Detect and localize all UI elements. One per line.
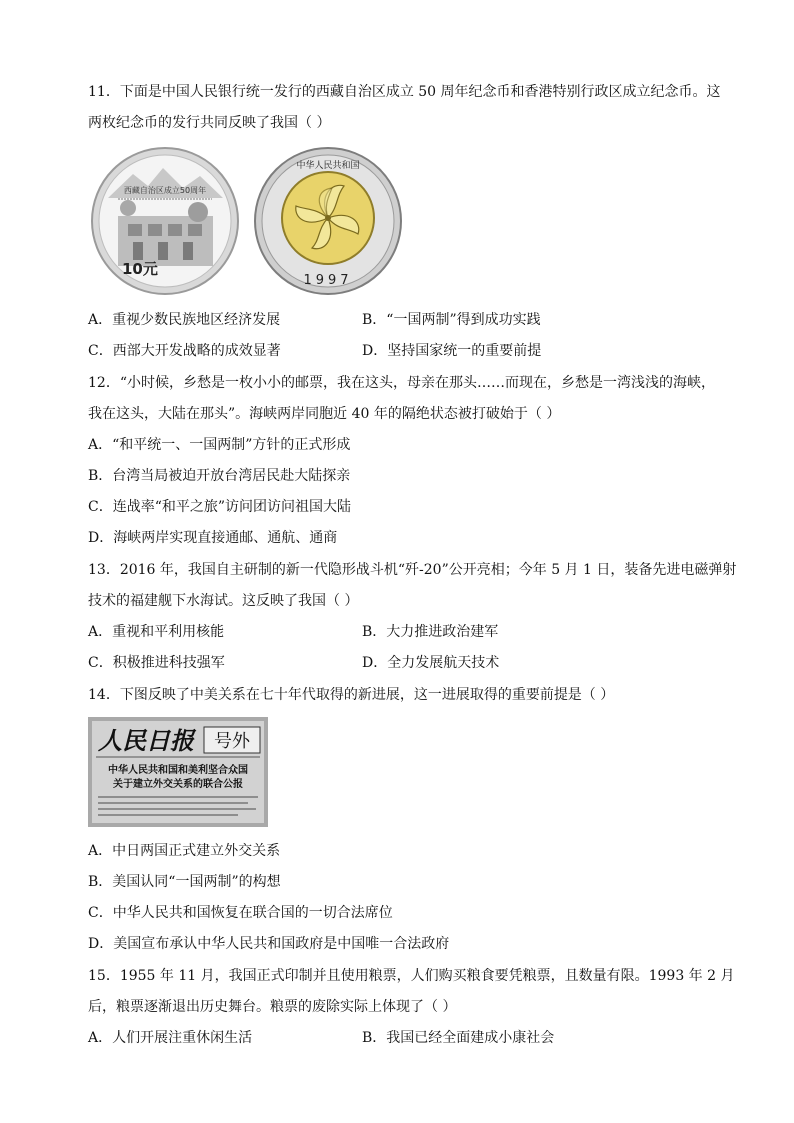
- q14-option-b[interactable]: B．美国认同“一国两制”的构想: [88, 874, 281, 890]
- q15-stem-line1: 15．1955 年 11 月，我国正式印制并且使用粮票，人们购买粮食要凭粮票，且数量有限。1993 年 2 月: [88, 968, 735, 984]
- q14-option-a[interactable]: A．中日两国正式建立外交关系: [88, 843, 281, 859]
- q12-option-a[interactable]: A．“和平统一、一国两制”方针的正式形成: [88, 437, 351, 453]
- q15-stem-line2: 后，粮票逐渐退出历史舞台。粮票的废除实际上体现了（ ）: [88, 999, 457, 1015]
- hongkong-coin-text: 中华人民共和国: [296, 161, 360, 171]
- q12-stem-line1: 12．“小时候，乡愁是一枚小小的邮票，我在这头，母亲在那头……而现在，乡愁是一湾浅浅的海峡，: [88, 375, 715, 391]
- q13-option-c[interactable]: C．积极推进科技强军: [88, 655, 225, 671]
- q11-option-a[interactable]: A．重视少数民族地区经济发展: [88, 312, 281, 328]
- q15-option-b[interactable]: B．我国已经全面建成小康社会: [362, 1030, 555, 1046]
- q11-option-b[interactable]: B．“一国两制”得到成功实践: [362, 312, 541, 328]
- q14-newspaper-image: [88, 717, 268, 827]
- q13-stem-line2: 技术的福建舰下水海试。这反映了我国（ ）: [88, 593, 359, 609]
- q12-option-d[interactable]: D．海峡两岸实现直接通邮、通航、通商: [88, 530, 338, 546]
- newspaper-headline-1: 中华人民共和国和美利坚合众国: [108, 765, 248, 776]
- q11-option-c[interactable]: C．西部大开发战略的成效显著: [88, 343, 281, 359]
- q13-option-a[interactable]: A．重视和平利用核能: [88, 624, 225, 640]
- q13-stem-line1: 13．2016 年，我国自主研制的新一代隐形战斗机“歼-20”公开亮相；今年 5 月 1 日，装备先进电磁弹射: [88, 562, 737, 578]
- q13-option-b[interactable]: B．大力推进政治建军: [362, 624, 499, 640]
- hongkong-coin: [255, 148, 401, 294]
- q11-stem-line2: 两枚纪念币的发行共同反映了我国（ ）: [88, 115, 331, 131]
- q11-option-d[interactable]: D．坚持国家统一的重要前提: [362, 343, 542, 359]
- hongkong-coin-year: 1997: [303, 273, 353, 288]
- q14-stem-line1: 14．下图反映了中美关系在七十年代取得的新进展，这一进展取得的重要前提是（ ）: [88, 687, 615, 703]
- newspaper-headline-2: 关于建立外交关系的联合公报: [113, 779, 243, 790]
- q14-option-c[interactable]: C．中华人民共和国恢复在联合国的一切合法席位: [88, 905, 393, 921]
- q15-option-a[interactable]: A．人们开展注重休闲生活: [88, 1030, 253, 1046]
- q13-option-d[interactable]: D．全力发展航天技术: [362, 655, 500, 671]
- q12-option-c[interactable]: C．连战率“和平之旅”访问团访问祖国大陆: [88, 499, 352, 515]
- q14-option-d[interactable]: D．美国宣布承认中华人民共和国政府是中国唯一合法政府: [88, 936, 450, 952]
- q11-coins-image: [88, 146, 414, 296]
- tibet-coin-value: 10元: [122, 260, 158, 278]
- tibet-coin: [92, 148, 238, 294]
- q11-stem-line1: 11．下面是中国人民银行统一发行的西藏自治区成立 50 周年纪念币和香港特别行政区成立纪念币。这: [88, 84, 721, 100]
- tibet-coin-text: 西藏自治区成立50周年: [123, 186, 207, 195]
- newspaper-extra: 号外: [214, 731, 250, 752]
- newspaper-masthead: 人民日报: [98, 727, 194, 755]
- q12-option-b[interactable]: B．台湾当局被迫开放台湾居民赴大陆探亲: [88, 468, 351, 484]
- q12-stem-line2: 我在这头，大陆在那头”。海峡两岸同胞近 40 年的隔绝状态被打破始于（ ）: [88, 406, 561, 422]
